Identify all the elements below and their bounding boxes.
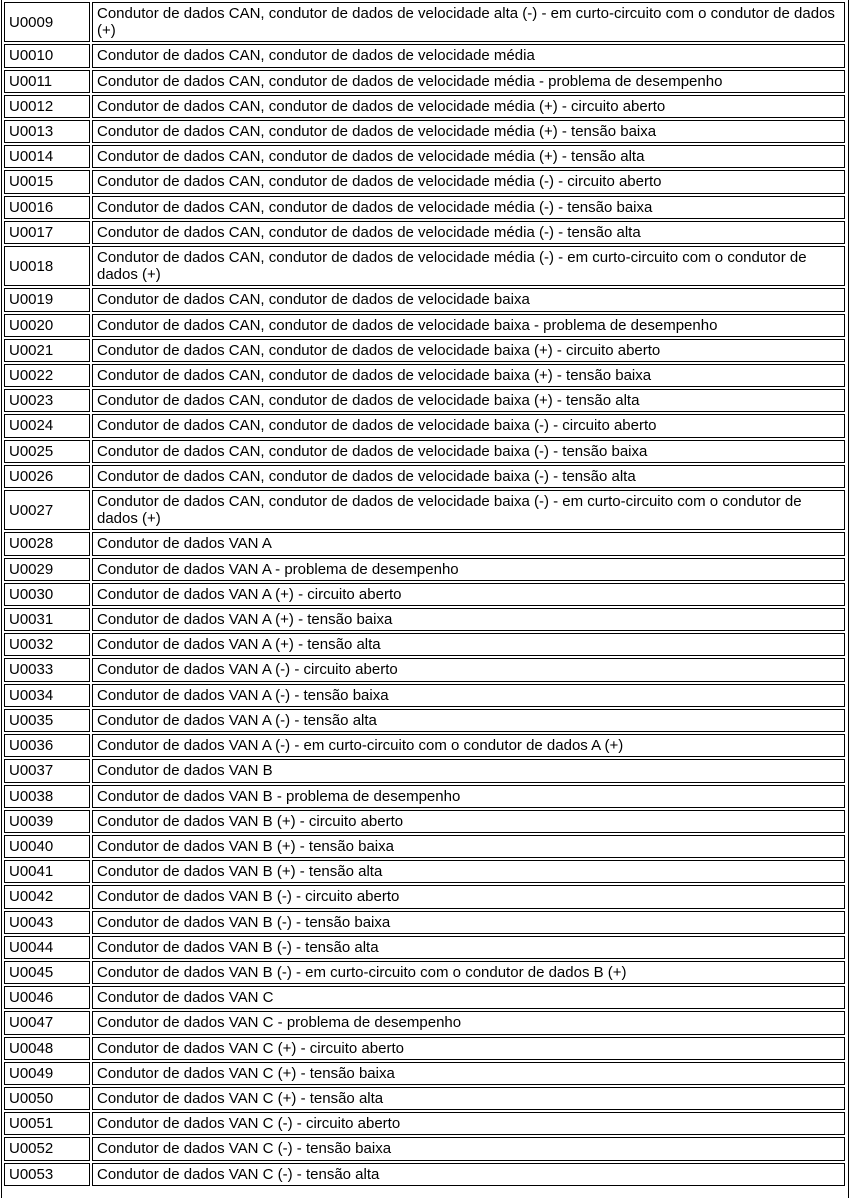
dtc-code-cell: U0037: [4, 759, 90, 782]
dtc-description-cell: Condutor de dados VAN A: [92, 532, 845, 555]
table-row: [4, 1011, 845, 1034]
table-row: [4, 364, 845, 387]
dtc-code-cell: U0019: [4, 288, 90, 311]
dtc-description-cell: Condutor de dados CAN, condutor de dados de velocidade alta (-) - em curto-circuito com o condutor de dados (+): [92, 2, 845, 42]
dtc-code-cell: U0031: [4, 608, 90, 631]
dtc-description-cell: Condutor de dados CAN, condutor de dados de velocidade baixa (-) - tensão baixa: [92, 440, 845, 463]
table-row: [4, 1087, 845, 1110]
dtc-description-cell: Condutor de dados VAN A (-) - circuito aberto: [92, 658, 845, 681]
table-row: [4, 465, 845, 488]
dtc-code-cell: U0030: [4, 583, 90, 606]
dtc-description-cell: Condutor de dados CAN, condutor de dados de velocidade baixa - problema de desempenho: [92, 314, 845, 337]
dtc-description-cell: Condutor de dados CAN, condutor de dados de velocidade baixa (-) - em curto-circuito com o condutor de dados (+): [92, 490, 845, 530]
dtc-description-cell: Condutor de dados VAN A (+) - tensão alta: [92, 633, 845, 656]
dtc-description-cell: Condutor de dados VAN B (-) - circuito aberto: [92, 885, 845, 908]
table-row: [4, 860, 845, 883]
dtc-description-cell: Condutor de dados VAN B (+) - tensão alta: [92, 860, 845, 883]
dtc-code-cell: U0033: [4, 658, 90, 681]
table-row: [4, 221, 845, 244]
table-row: [4, 684, 845, 707]
dtc-table: [2, 0, 847, 1188]
dtc-description-cell: Condutor de dados VAN A (+) - circuito aberto: [92, 583, 845, 606]
dtc-code-cell: U0011: [4, 70, 90, 93]
dtc-description-cell: Condutor de dados VAN C (+) - circuito aberto: [92, 1037, 845, 1060]
table-row: [4, 2, 845, 42]
table-row: [4, 246, 845, 286]
dtc-code-cell: U0018: [4, 246, 90, 286]
dtc-description-cell: Condutor de dados CAN, condutor de dados de velocidade média (-) - em curto-circuito com o condutor de dados (+): [92, 246, 845, 286]
table-row: [4, 633, 845, 656]
dtc-description-cell: Condutor de dados CAN, condutor de dados de velocidade baixa (-) - circuito aberto: [92, 414, 845, 437]
table-row: [4, 414, 845, 437]
dtc-code-cell: U0040: [4, 835, 90, 858]
dtc-description-cell: Condutor de dados VAN C (+) - tensão baixa: [92, 1062, 845, 1085]
dtc-description-cell: Condutor de dados VAN C (-) - tensão alta: [92, 1163, 845, 1186]
table-row: [4, 339, 845, 362]
dtc-code-cell: U0009: [4, 2, 90, 42]
table-row: [4, 389, 845, 412]
table-row: [4, 490, 845, 530]
table-row: [4, 759, 845, 782]
table-row: [4, 70, 845, 93]
dtc-code-cell: U0038: [4, 785, 90, 808]
table-row: [4, 196, 845, 219]
table-row: [4, 1163, 845, 1186]
dtc-code-cell: U0025: [4, 440, 90, 463]
dtc-description-cell: Condutor de dados CAN, condutor de dados de velocidade média (+) - tensão alta: [92, 145, 845, 168]
dtc-code-cell: U0014: [4, 145, 90, 168]
dtc-code-cell: U0044: [4, 936, 90, 959]
dtc-code-cell: U0051: [4, 1112, 90, 1135]
dtc-description-cell: Condutor de dados VAN A - problema de desempenho: [92, 558, 845, 581]
dtc-code-cell: U0035: [4, 709, 90, 732]
table-row: [4, 608, 845, 631]
dtc-code-cell: U0024: [4, 414, 90, 437]
table-row: [4, 1062, 845, 1085]
table-row: [4, 145, 845, 168]
dtc-code-cell: U0010: [4, 44, 90, 67]
dtc-description-cell: Condutor de dados VAN B (+) - circuito aberto: [92, 810, 845, 833]
dtc-description-cell: Condutor de dados VAN B - problema de desempenho: [92, 785, 845, 808]
dtc-description-cell: Condutor de dados CAN, condutor de dados de velocidade média - problema de desempenho: [92, 70, 845, 93]
dtc-description-cell: Condutor de dados CAN, condutor de dados de velocidade média (+) - tensão baixa: [92, 120, 845, 143]
dtc-description-cell: Condutor de dados VAN B (-) - tensão baixa: [92, 911, 845, 934]
dtc-code-cell: U0036: [4, 734, 90, 757]
dtc-code-cell: U0053: [4, 1163, 90, 1186]
dtc-code-cell: U0047: [4, 1011, 90, 1034]
dtc-description-cell: Condutor de dados VAN B: [92, 759, 845, 782]
dtc-code-cell: U0041: [4, 860, 90, 883]
dtc-code-cell: U0026: [4, 465, 90, 488]
table-row: [4, 986, 845, 1009]
table-row: [4, 558, 845, 581]
dtc-code-cell: U0046: [4, 986, 90, 1009]
dtc-description-cell: Condutor de dados CAN, condutor de dados de velocidade média (-) - circuito aberto: [92, 170, 845, 193]
table-row: [4, 835, 845, 858]
dtc-code-cell: U0017: [4, 221, 90, 244]
table-row: [4, 1112, 845, 1135]
dtc-code-cell: U0020: [4, 314, 90, 337]
table-row: [4, 709, 845, 732]
dtc-description-cell: Condutor de dados VAN A (-) - tensão alta: [92, 709, 845, 732]
dtc-description-cell: Condutor de dados VAN C (-) - tensão baixa: [92, 1137, 845, 1160]
dtc-description-cell: Condutor de dados CAN, condutor de dados de velocidade média (+) - circuito aberto: [92, 95, 845, 118]
dtc-description-cell: Condutor de dados VAN A (+) - tensão baixa: [92, 608, 845, 631]
dtc-description-cell: Condutor de dados VAN A (-) - em curto-circuito com o condutor de dados A (+): [92, 734, 845, 757]
dtc-description-cell: Condutor de dados VAN C - problema de desempenho: [92, 1011, 845, 1034]
table-row: [4, 785, 845, 808]
dtc-description-cell: Condutor de dados CAN, condutor de dados de velocidade baixa (+) - circuito aberto: [92, 339, 845, 362]
table-row: [4, 658, 845, 681]
table-row: [4, 583, 845, 606]
dtc-description-cell: Condutor de dados CAN, condutor de dados de velocidade baixa (+) - tensão alta: [92, 389, 845, 412]
dtc-description-cell: Condutor de dados VAN A (-) - tensão baixa: [92, 684, 845, 707]
table-row: [4, 911, 845, 934]
dtc-code-cell: U0050: [4, 1087, 90, 1110]
dtc-code-cell: U0043: [4, 911, 90, 934]
dtc-code-cell: U0049: [4, 1062, 90, 1085]
table-row: [4, 120, 845, 143]
dtc-code-cell: U0012: [4, 95, 90, 118]
dtc-code-cell: U0023: [4, 389, 90, 412]
table-row: [4, 288, 845, 311]
dtc-code-cell: U0032: [4, 633, 90, 656]
dtc-description-cell: Condutor de dados CAN, condutor de dados de velocidade baixa (+) - tensão baixa: [92, 364, 845, 387]
dtc-code-cell: U0034: [4, 684, 90, 707]
table-row: [4, 170, 845, 193]
dtc-description-cell: Condutor de dados CAN, condutor de dados de velocidade média (-) - tensão alta: [92, 221, 845, 244]
dtc-description-cell: Condutor de dados CAN, condutor de dados de velocidade baixa (-) - tensão alta: [92, 465, 845, 488]
dtc-code-cell: U0015: [4, 170, 90, 193]
dtc-description-cell: Condutor de dados CAN, condutor de dados de velocidade média (-) - tensão baixa: [92, 196, 845, 219]
dtc-code-cell: U0013: [4, 120, 90, 143]
table-outer-border-right: [848, 0, 849, 1198]
table-row: [4, 95, 845, 118]
table-row: [4, 1137, 845, 1160]
table-row: [4, 885, 845, 908]
dtc-code-cell: U0021: [4, 339, 90, 362]
dtc-code-cell: U0028: [4, 532, 90, 555]
table-row: [4, 1037, 845, 1060]
dtc-description-cell: Condutor de dados VAN B (+) - tensão baixa: [92, 835, 845, 858]
table-row: [4, 810, 845, 833]
table-row: [4, 532, 845, 555]
dtc-code-cell: U0029: [4, 558, 90, 581]
table-row: [4, 936, 845, 959]
table-row: [4, 44, 845, 67]
dtc-code-cell: U0027: [4, 490, 90, 530]
dtc-code-cell: U0016: [4, 196, 90, 219]
dtc-description-cell: Condutor de dados CAN, condutor de dados de velocidade baixa: [92, 288, 845, 311]
dtc-description-cell: Condutor de dados VAN B (-) - tensão alta: [92, 936, 845, 959]
table-row: [4, 314, 845, 337]
dtc-code-cell: U0039: [4, 810, 90, 833]
dtc-description-cell: Condutor de dados VAN C (-) - circuito aberto: [92, 1112, 845, 1135]
dtc-code-cell: U0022: [4, 364, 90, 387]
dtc-description-cell: Condutor de dados VAN C: [92, 986, 845, 1009]
dtc-table-body: [4, 2, 845, 1186]
dtc-code-cell: U0052: [4, 1137, 90, 1160]
dtc-code-cell: U0045: [4, 961, 90, 984]
table-row: [4, 734, 845, 757]
dtc-description-cell: Condutor de dados VAN B (-) - em curto-circuito com o condutor de dados B (+): [92, 961, 845, 984]
dtc-code-cell: U0048: [4, 1037, 90, 1060]
table-row: [4, 961, 845, 984]
dtc-description-cell: Condutor de dados VAN C (+) - tensão alta: [92, 1087, 845, 1110]
dtc-description-cell: Condutor de dados CAN, condutor de dados de velocidade média: [92, 44, 845, 67]
table-row: [4, 440, 845, 463]
dtc-code-cell: U0042: [4, 885, 90, 908]
